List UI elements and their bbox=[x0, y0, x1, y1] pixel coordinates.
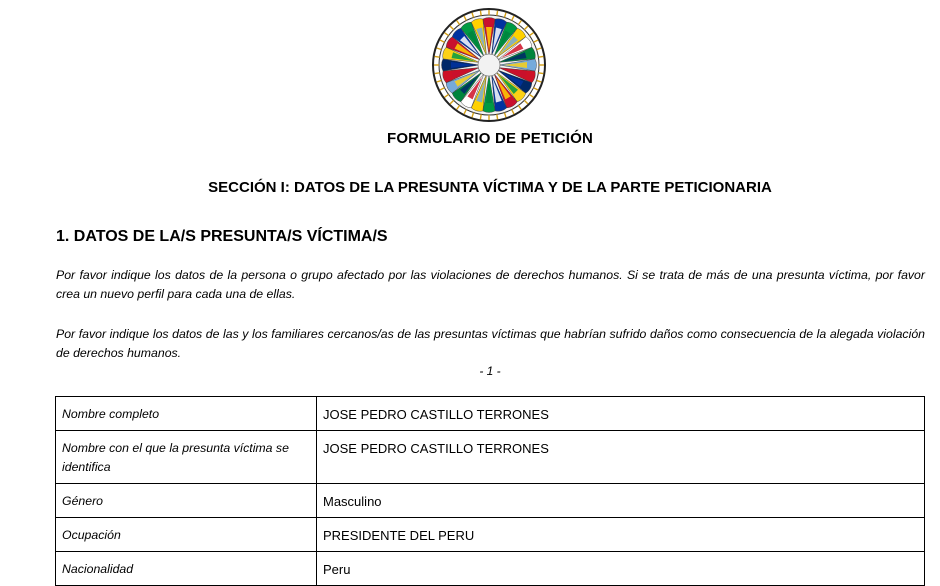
field-value[interactable]: Masculino bbox=[317, 484, 925, 518]
instruction-text: Por favor indique los datos de la persona o grupo afectado por las violaciones de derechos humanos. Si se trata de más de una presunta víctima, por favor crea un nuevo perfil para cada una de ellas. bbox=[56, 268, 925, 301]
subsection-heading: 1. DATOS DE LA/S PRESUNTA/S VÍCTIMA/S bbox=[56, 228, 388, 245]
table-row bbox=[56, 431, 925, 484]
field-label: Nombre completo bbox=[56, 397, 317, 431]
table-row bbox=[56, 518, 925, 552]
field-label: Nombre con el que la presunta víctima se identifica bbox=[56, 431, 317, 484]
table-row bbox=[56, 397, 925, 431]
table-row bbox=[56, 552, 925, 586]
section-heading: SECCIÓN I: DATOS DE LA PRESUNTA VÍCTIMA Y DE LA PARTE PETICIONARIA bbox=[208, 179, 772, 196]
instruction-text: Por favor indique los datos de las y los familiares cercanos/as de las presuntas víctimas que habrían sufrido daños como consecuencia de la alegada violación de derechos humanos. bbox=[56, 327, 925, 360]
victim-data-table bbox=[55, 396, 925, 586]
page-number: - 1 - bbox=[479, 364, 501, 378]
field-label: Nacionalidad bbox=[56, 552, 317, 586]
table-row bbox=[56, 484, 925, 518]
form-title: FORMULARIO DE PETICIÓN bbox=[386, 130, 594, 147]
field-value[interactable]: PRESIDENTE DEL PERU bbox=[317, 518, 925, 552]
field-value[interactable]: JOSE PEDRO CASTILLO TERRONES bbox=[317, 431, 925, 484]
field-label: Género bbox=[56, 484, 317, 518]
field-value[interactable]: Peru bbox=[317, 552, 925, 586]
field-value[interactable]: JOSE PEDRO CASTILLO TERRONES bbox=[317, 397, 925, 431]
oas-seal-icon bbox=[431, 7, 547, 123]
field-label: Ocupación bbox=[56, 518, 317, 552]
